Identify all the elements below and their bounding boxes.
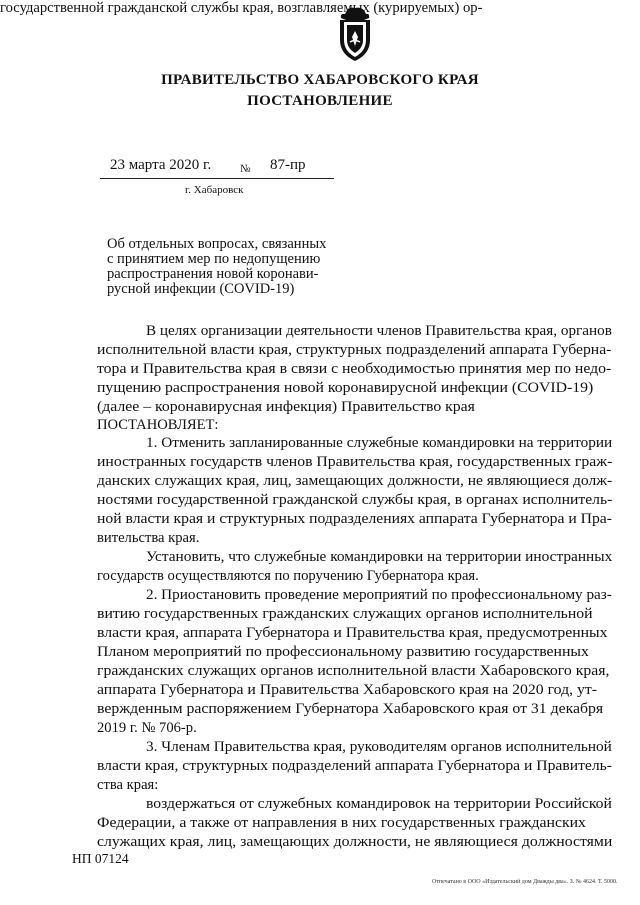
subject-line: с принятием мер по недопущению (107, 251, 321, 267)
body-line: 3. Членам Правительства края, руководителям органов исполнительной (146, 739, 612, 755)
body-line: воздержаться от служебных командировок на территории Российской (146, 796, 612, 812)
body-line: Планом мероприятий по профессиональному развитию государственных (97, 644, 589, 660)
body-line: государств осуществляются по поручению Губернатора края. (97, 568, 479, 584)
body-line: служащих края, лиц, замещающих должности, не являющиеся должностями (97, 834, 613, 850)
body-line: ностями государственной гражданской службы края, в органах исполнитель- (97, 492, 613, 508)
body-line: витию государственных гражданских служащих органов исполнительной (97, 606, 593, 622)
body-line: власти края, аппарата Губернатора и Правительства края, предусмотренных (97, 625, 608, 641)
body-line: власти края, структурных подразделений аппарата Губернатора и Правитель- (97, 758, 612, 774)
government-title: ПРАВИТЕЛЬСТВО ХАБАРОВСКОГО КРАЯ (161, 72, 479, 88)
document-number: 87-пр (270, 157, 306, 173)
body-line: тора и Правительства края в связи с необходимостью принятия мер по недо- (97, 361, 612, 377)
number-label: № (240, 163, 251, 175)
document-type: ПОСТАНОВЛЕНИЕ (247, 93, 393, 109)
subject-line: русной инфекции (COVID-19) (107, 281, 295, 297)
subject-line: распространения новой коронави- (107, 266, 319, 282)
document-date: 23 марта 2020 г. (110, 157, 212, 173)
body-line: 1. Отменить запланированные служебные командировки на территории (146, 435, 613, 451)
body-line: аппарата Губернатора и Правительства Хабаровского края на 2020 год, ут- (97, 682, 598, 698)
body-line: ной власти края и структурных подразделениях аппарата Губернатора и Пра- (97, 511, 612, 527)
body-line: вержденным распоряжением Губернатора Хабаровского края от 31 декабря (97, 701, 604, 717)
body-line: исполнительной власти края, структурных подразделений аппарата Губерна- (97, 342, 612, 358)
subject-line: Об отдельных вопросах, связанных (107, 236, 327, 252)
body-line: (далее – коронавирусная инфекция) Правительство края (97, 399, 475, 415)
body-line: данских служащих края, лиц, замещающих должности, не являющиеся долж- (97, 473, 613, 489)
body-line: государственной гражданской службы края, возглавляемых (курируемых) ор- (0, 0, 483, 16)
body-line: гражданских служащих органов исполнительной власти Хабаровского края, (97, 663, 610, 679)
body-line: 2. Приостановить проведение мероприятий по профессиональному раз- (146, 587, 612, 603)
body-line: ПОСТАНОВЛЯЕТ: (97, 417, 219, 433)
footer-code: НП 07124 (72, 851, 129, 866)
body-line: ства края: (97, 777, 159, 793)
body-line: вительства края. (97, 530, 200, 546)
body-line: 2019 г. № 706-р. (97, 720, 197, 736)
body-line: пущению распространения новой коронавирусной инфекции (COVID-19) (97, 380, 594, 396)
body-line: Федерации, а также от направления в них государственных гражданских (97, 815, 586, 831)
body-line: иностранных государств членов Правительства края, государственных граж- (97, 454, 613, 470)
body-line: В целях организации деятельности членов Правительства края, органов (146, 323, 612, 339)
body-line: Установить, что служебные командировки на территории иностранных (146, 549, 613, 565)
printer-note: Отпечатано в ООО «Издательский дом Дважды два». З. № 4624. Т. 5000. (432, 879, 618, 885)
document-city: г. Хабаровск (185, 184, 244, 196)
